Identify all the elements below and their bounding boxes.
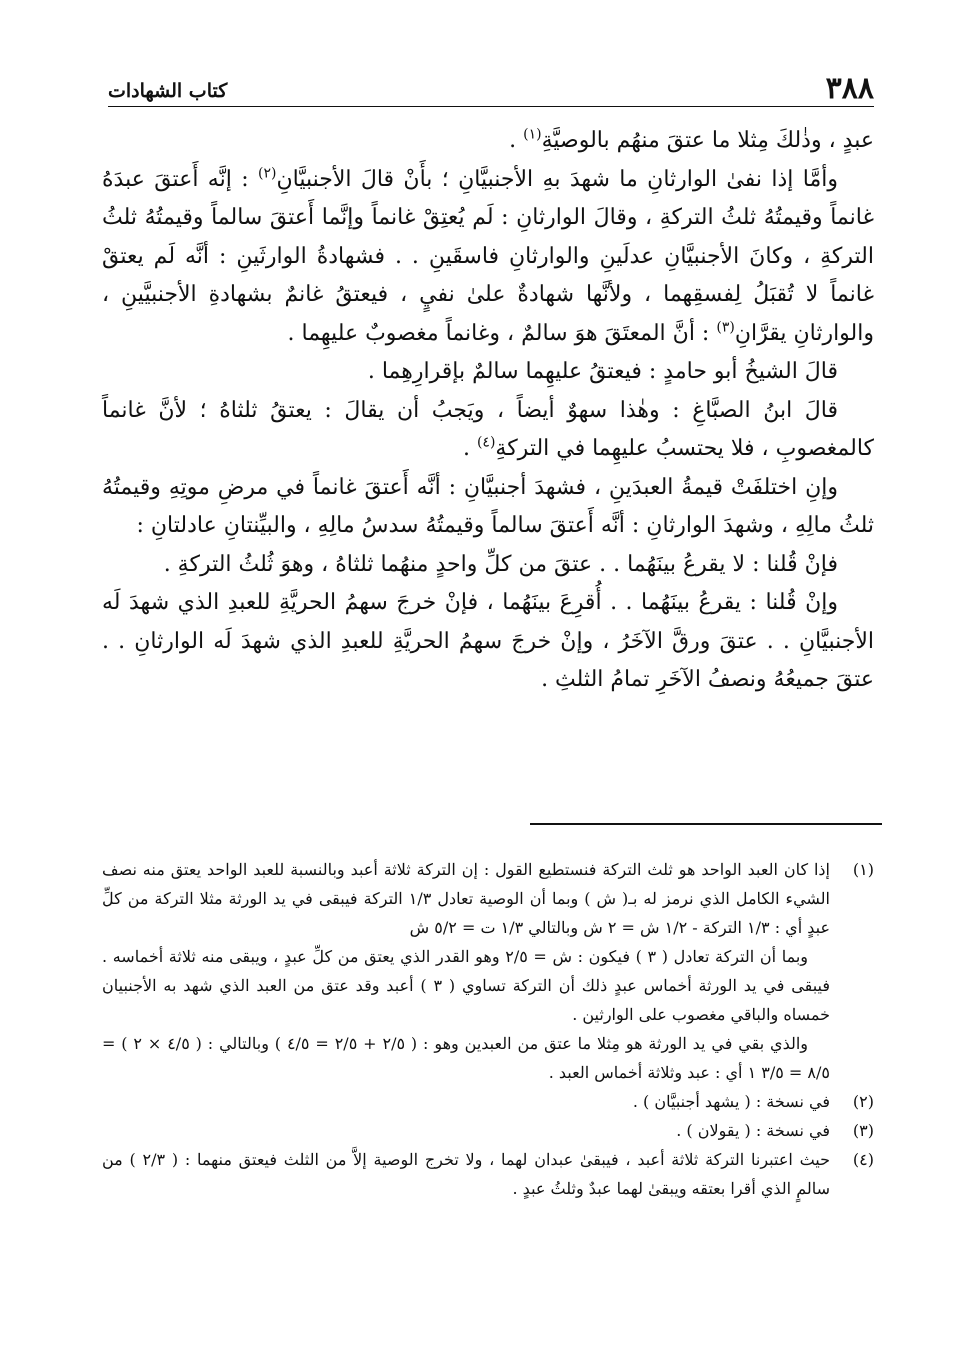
page-header — [108, 72, 874, 107]
footnote-3 — [102, 1116, 874, 1145]
footnote-2 — [102, 1087, 874, 1116]
paragraph: وإنْ قُلنا : يقرعُ بينَهُما . . أُقرِعَ بينَهُما ، فإنْ خرجَ سهمُ الحريَّةِ للعبدِ الذي شهدَ لَه الأجنبيَّانِ . . عتقَ ورقَّ الآخَرُ ، وإنْ خرجَ سهمُ الحريَّةِ للعبدِ الذي شهدَ لَه الوارثانِ . . عتقَ جميعُهُ ونصفُ الآخَرِ تمامُ الثلثِ . — [102, 590, 874, 692]
page-number: ٣٨٨ — [825, 71, 874, 106]
footnote-text: في نسخة : ( يقولان ) . — [676, 1121, 830, 1140]
footnote-number: (١) — [852, 860, 874, 879]
footnote-text: والذي بقي في يد الورثة هو مِثلا ما عتق من العبدين وهو : ( ٢/٥ + ٢/٥ = ٤/٥ ) وبالتالي : ( ٤/٥ × ٢ ) = ٨/٥ = ٣/٥ ١ أي : عبد وثلاثة أخماس العبد . — [102, 1034, 830, 1082]
footnote-marker: (٤) — [476, 434, 496, 451]
footnote-marker: (١) — [523, 126, 542, 143]
paragraph: قالَ الشيخُ أبو حامدٍ : فيعتقُ عليهِما سالمٌ بإقرارِهِما . — [367, 359, 838, 384]
footnote-number: (٤) — [852, 1150, 874, 1169]
paragraph: وأمَّا إذا نفىٰ الوارثانِ ما شهدَ بهِ الأجنبيَّانِ ؛ بأَنْ قالَ الأجنبيَّانِ$^{(٢)}$ : إنَّه أَعتقَ عبدَهُ غانماً وقيمتُهُ ثلثُ التركةِ ، وقالَ الوارثانِ : لَم يُعتِقْ غانماً وإنَّما أَعتقَ سالماً وقيمتُهُ ثلثُ التركةِ ، وكانَ الأجنبيَّانِ عدلَينِ والوارثانِ فاسقَينِ . . فشهادةُ الوارثَينِ : أنَّه لَم يعتقْ غانماً لا تُقبَلُ لِفسقِهما ، ولأنَّها شهادةٌ علىٰ نفيٍ ، فيعتقُ غانمٌ بشهادةِ الأجنبيَّينِ ، والوارثانِ يقرَّانِ$^{(٣)}$ : أنَّ المعتَقَ هوَ سالمٌ ، وغانماً مغصوبٌ عليهِما . — [102, 165, 874, 346]
paragraph: فإنْ قُلنا : لا يقرعُ بينَهُما . . عتقَ من كلِّ واحدٍ منهُما ثلثاهُ ، وهوَ ثُلثُ التركةِ . — [163, 551, 838, 577]
footnote-number: (٣) — [852, 1121, 874, 1140]
footnote-separator — [530, 823, 882, 825]
footnote-number: (٢) — [852, 1092, 874, 1111]
running-head: كتاب الشهادات — [108, 80, 228, 102]
footnotes — [102, 855, 874, 1203]
footnote-4 — [102, 1145, 874, 1203]
paragraph: وإنِ اختلفَتْ قيمةُ العبدَينِ ، فشهدَ أجنبيَّانِ : أنَّه أَعتقَ غانماً في مرضِ موتِهِ وقيمتُهُ ثلثُ مالِهِ ، وشهدَ الوارثانِ : أنَّه أَعتقَ سالماً وقيمتُهُ سدسُ مالِهِ ، والبيِّنتانِ عادلتانِ : — [102, 474, 874, 538]
main-text — [102, 122, 874, 700]
footnote-1 — [102, 855, 874, 1087]
footnote-marker: (٣) — [716, 319, 735, 336]
footnote-text: وبما أن التركة تعادل ( ٣ ) فيكون : ش = ٢/٥ وهو القدر الذي يعتق من كلِّ عبدٍ ، ويبقى منه ثلاثة أخماسه . فيبقى في يد الورثة أخماس عبدٍ ذلك أن التركة تساوي ( ٣ ) أعبد وقد عتق من العبد الذي شهد به الأجنبيان خمساه والباقي مغصوب على الوارثين . — [102, 947, 830, 1024]
paragraph: قالَ ابنُ الصبَّاغِ : وهٰذا سهوٌ أيضاً ، ويَجبُ أن يقالَ : يعتقُ ثلثاهُ ؛ لأنَّ غانماً كالمغصوبِ ، فلا يحتسبُ عليهِما في التركةِ$^{(٤)}$ . — [102, 397, 874, 461]
footnote-text: إذا كان العبد الواحد هو ثلث التركة فنستطيع القول : إن التركة ثلاثة أعبد وبالنسبة للعبد الواحد يعتق منه نصف الشيء الكامل الذي نرمز له بـ( ش ) وبما أن الوصية تعادل ١/٣ التركة فيبقى في يد الورثة مثلا التركة من كلِّ عبدٍ أي : ١/٣ التركة - ١/٢ ش = ٢ ش وبالتالي ١/٣ ت = ٥/٢ ش — [102, 860, 831, 937]
footnote-marker: (٢) — [257, 165, 277, 182]
footnote-text: في نسخة : ( يشهد أجنبيَّان ) . — [632, 1092, 830, 1111]
paragraph: عبدٍ ، وذٰلكَ مِثلا ما عتقَ منهُم بالوصيَّةِ$^{(١)}$ . — [509, 126, 874, 153]
footnote-text: حيث اعتبرنا التركة ثلاثة أعبد ، فيبقىٰ عبدان لهما ، ولا تخرج الوصية إلاَّ من الثلث فيعتق منهما : ( ٢/٣ ) من سالمٍ الذي أقرا بعتقه ويبقىٰ لهما عبدٌ وثلثُ عبدٍ . — [102, 1150, 830, 1198]
